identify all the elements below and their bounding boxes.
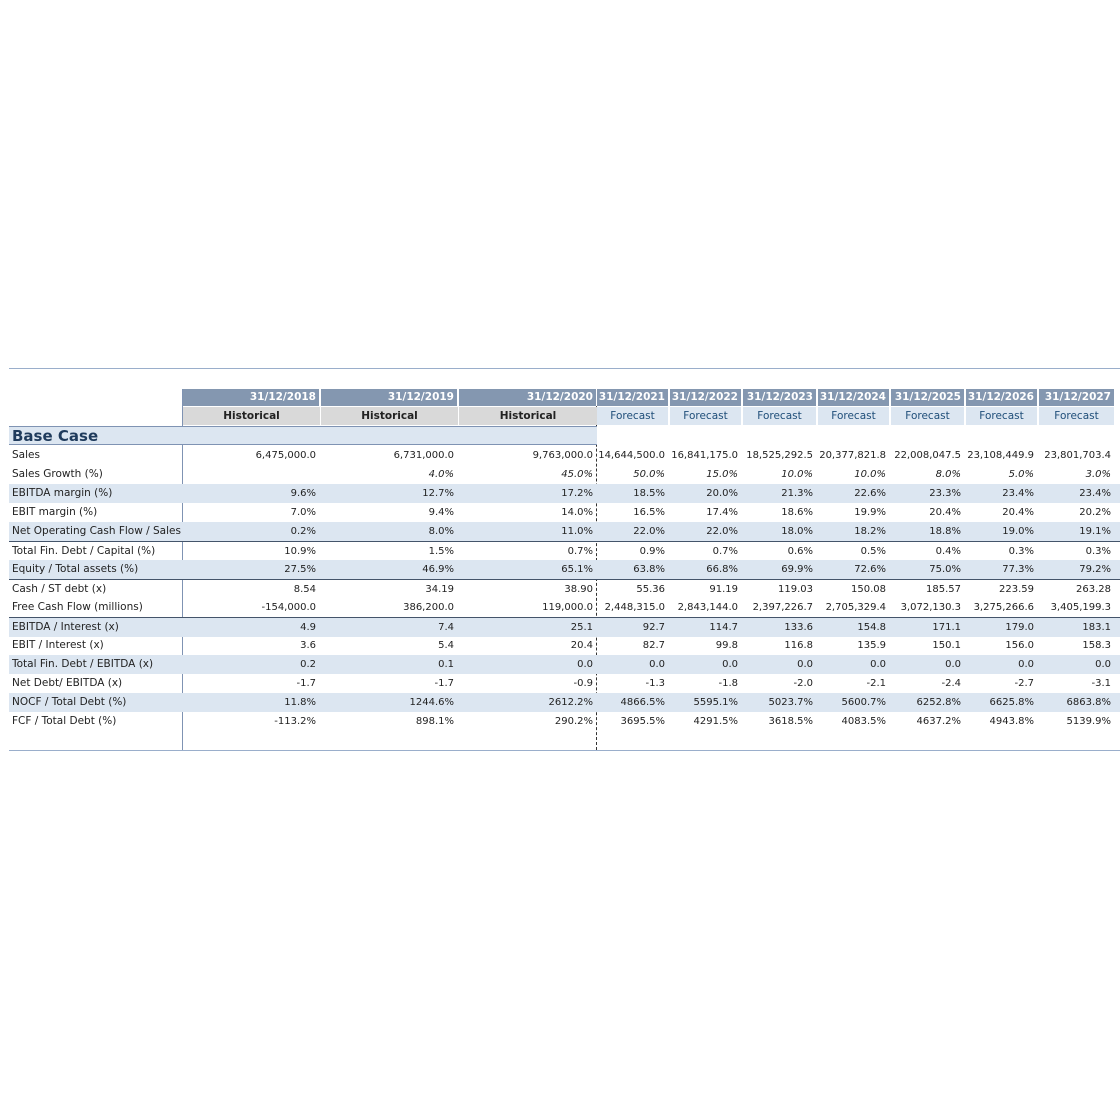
table-cell[interactable]: 23.4% — [1079, 488, 1111, 499]
table-cell[interactable]: 45.0% — [561, 469, 593, 480]
table-cell[interactable]: 4083.5% — [841, 716, 886, 727]
column-date-header[interactable]: 31/12/2021 — [597, 389, 669, 406]
table-cell[interactable]: 16,841,175.0 — [671, 450, 738, 461]
table-cell[interactable]: 12.7% — [422, 488, 454, 499]
table-cell[interactable]: -1.7 — [296, 678, 316, 689]
table-cell[interactable]: 150.1 — [932, 640, 961, 651]
table-cell[interactable]: 5139.9% — [1066, 716, 1111, 727]
table-cell[interactable]: -2.4 — [941, 678, 961, 689]
table-cell[interactable]: 2,397,226.7 — [752, 602, 813, 613]
table-cell[interactable]: 0.2% — [290, 526, 316, 537]
table-cell[interactable]: 10.0% — [781, 469, 813, 480]
column-type-header[interactable]: Forecast — [597, 407, 669, 425]
table-cell[interactable]: 20.0% — [706, 488, 738, 499]
table-cell[interactable]: -2.0 — [793, 678, 813, 689]
table-cell[interactable]: 4291.5% — [693, 716, 738, 727]
table-cell[interactable]: 135.9 — [857, 640, 886, 651]
table-cell[interactable]: 5.4 — [438, 640, 454, 651]
table-cell[interactable]: 77.3% — [1002, 564, 1034, 575]
table-cell[interactable]: 223.59 — [999, 584, 1034, 595]
table-cell[interactable]: 0.0 — [649, 659, 665, 670]
table-bottom-rule — [9, 750, 1120, 751]
table-cell[interactable]: 3.0% — [1085, 469, 1111, 480]
table-cell[interactable]: 92.7 — [642, 622, 665, 633]
table-cell[interactable]: 5023.7% — [768, 697, 813, 708]
table-cell[interactable]: 154.8 — [857, 622, 886, 633]
table-cell[interactable]: 10.9% — [284, 546, 316, 557]
table-cell[interactable]: 23,801,703.4 — [1044, 450, 1111, 461]
table-cell[interactable]: 20.4 — [570, 640, 593, 651]
table-cell[interactable]: 0.7% — [567, 546, 593, 557]
table-cell[interactable]: 25.1 — [570, 622, 593, 633]
table-cell[interactable]: 0.6% — [787, 546, 813, 557]
table-cell[interactable]: -154,000.0 — [261, 602, 316, 613]
column-date-header[interactable]: 31/12/2024 — [818, 389, 890, 406]
table-cell[interactable]: 20.2% — [1079, 507, 1111, 518]
row-label[interactable]: Cash / ST debt (x) — [12, 583, 107, 595]
row-label[interactable]: Free Cash Flow (millions) — [12, 601, 143, 613]
table-cell[interactable]: 3695.5% — [620, 716, 665, 727]
table-cell[interactable]: 20,377,821.8 — [819, 450, 886, 461]
table-row — [9, 465, 1120, 484]
table-cell[interactable]: 9,763,000.0 — [532, 450, 593, 461]
row-label[interactable]: EBIT / Interest (x) — [12, 639, 104, 651]
table-cell[interactable]: 9.6% — [290, 488, 316, 499]
column-date-header[interactable]: 31/12/2026 — [966, 389, 1038, 406]
table-cell[interactable]: 6,731,000.0 — [393, 450, 454, 461]
table-cell[interactable]: 2612.2% — [548, 697, 593, 708]
table-row — [9, 522, 1120, 541]
column-type-header[interactable]: Historical — [459, 407, 597, 425]
table-cell[interactable]: 5600.7% — [841, 697, 886, 708]
table-cell[interactable]: 18.5% — [633, 488, 665, 499]
table-row — [9, 712, 1120, 731]
table-cell[interactable]: 69.9% — [781, 564, 813, 575]
column-date-header[interactable]: 31/12/2020 — [459, 389, 597, 406]
table-cell[interactable]: 3,072,130.3 — [900, 602, 961, 613]
table-cell[interactable]: 99.8 — [715, 640, 738, 651]
table-row — [9, 636, 1120, 655]
table-cell[interactable]: 7.4 — [438, 622, 454, 633]
table-cell[interactable]: 2,448,315.0 — [604, 602, 665, 613]
table-cell[interactable]: 0.2 — [300, 659, 316, 670]
table-cell[interactable]: 2,843,144.0 — [677, 602, 738, 613]
table-cell[interactable]: 82.7 — [642, 640, 665, 651]
table-cell[interactable]: 18.0% — [781, 526, 813, 537]
table-cell[interactable]: 0.4% — [935, 546, 961, 557]
table-cell[interactable]: 14.0% — [561, 507, 593, 518]
table-cell[interactable]: 23.4% — [1002, 488, 1034, 499]
table-cell[interactable]: 11.0% — [561, 526, 593, 537]
table-cell[interactable]: 8.0% — [935, 469, 961, 480]
table-cell[interactable]: 0.0 — [870, 659, 886, 670]
table-row — [9, 560, 1120, 579]
table-cell[interactable]: 4637.2% — [916, 716, 961, 727]
row-label[interactable]: Sales — [12, 449, 40, 461]
table-cell[interactable]: 18.8% — [929, 526, 961, 537]
table-cell[interactable]: 3.6 — [300, 640, 316, 651]
table-cell[interactable]: 34.19 — [425, 584, 454, 595]
table-cell[interactable]: 898.1% — [415, 716, 454, 727]
table-cell[interactable]: 185.57 — [926, 584, 961, 595]
column-date-header[interactable]: 31/12/2019 — [321, 389, 458, 406]
table-cell[interactable]: 9.4% — [428, 507, 454, 518]
column-date-header[interactable]: 31/12/2018 — [183, 389, 320, 406]
table-cell[interactable]: 4.9 — [300, 622, 316, 633]
table-cell[interactable]: 46.9% — [422, 564, 454, 575]
table-cell[interactable]: 22.6% — [854, 488, 886, 499]
table-cell[interactable]: 119.03 — [778, 584, 813, 595]
table-cell[interactable]: 114.7 — [709, 622, 738, 633]
table-cell[interactable]: 6,475,000.0 — [255, 450, 316, 461]
table-cell[interactable]: 21.3% — [781, 488, 813, 499]
row-label[interactable]: Total Fin. Debt / EBITDA (x) — [12, 658, 154, 670]
table-cell[interactable]: 91.19 — [709, 584, 738, 595]
table-cell[interactable]: 79.2% — [1079, 564, 1111, 575]
table-cell[interactable]: 4.0% — [428, 469, 454, 480]
row-label[interactable]: Total Fin. Debt / Capital (%) — [12, 545, 156, 557]
table-cell[interactable]: 23,108,449.9 — [967, 450, 1034, 461]
row-label[interactable]: EBITDA / Interest (x) — [12, 621, 119, 633]
table-row — [9, 446, 1120, 465]
column-type-header[interactable]: Forecast — [966, 407, 1038, 425]
table-cell[interactable]: 0.5% — [860, 546, 886, 557]
table-cell[interactable]: 0.0 — [945, 659, 961, 670]
table-cell[interactable]: 10.0% — [854, 469, 886, 480]
table-cell[interactable]: 0.1 — [438, 659, 454, 670]
table-cell[interactable]: 14,644,500.0 — [598, 450, 665, 461]
column-date-header[interactable]: 31/12/2023 — [743, 389, 817, 406]
table-cell[interactable]: 15.0% — [706, 469, 738, 480]
table-cell[interactable]: 22.0% — [706, 526, 738, 537]
table-cell[interactable]: 8.54 — [293, 584, 316, 595]
row-label[interactable]: Equity / Total assets (%) — [12, 563, 139, 575]
table-cell[interactable]: 3,405,199.3 — [1050, 602, 1111, 613]
section-title: Base Case — [9, 426, 597, 445]
table-cell[interactable]: 20.4% — [1002, 507, 1034, 518]
table-cell[interactable]: 17.4% — [706, 507, 738, 518]
table-cell[interactable]: 22,008,047.5 — [894, 450, 961, 461]
table-cell[interactable]: 0.0 — [1018, 659, 1034, 670]
table-cell[interactable]: -2.7 — [1014, 678, 1034, 689]
row-label[interactable]: Net Operating Cash Flow / Sales — [12, 525, 181, 537]
table-cell[interactable]: -2.1 — [866, 678, 886, 689]
table-cell[interactable]: 4943.8% — [989, 716, 1034, 727]
table-cell[interactable]: 4866.5% — [620, 697, 665, 708]
row-label[interactable]: EBIT margin (%) — [12, 506, 98, 518]
row-label[interactable]: Net Debt/ EBITDA (x) — [12, 677, 123, 689]
table-cell[interactable]: 6625.8% — [989, 697, 1034, 708]
table-cell[interactable]: 18,525,292.5 — [746, 450, 813, 461]
table-row — [9, 693, 1120, 712]
table-cell[interactable]: 179.0 — [1005, 622, 1034, 633]
column-date-header[interactable]: 31/12/2027 — [1039, 389, 1115, 406]
table-cell[interactable]: 27.5% — [284, 564, 316, 575]
table-cell[interactable]: 0.0 — [797, 659, 813, 670]
table-row — [9, 617, 1120, 637]
table-cell[interactable]: 3,275,266.6 — [973, 602, 1034, 613]
table-cell[interactable]: -1.7 — [434, 678, 454, 689]
table-cell[interactable]: 0.3% — [1008, 546, 1034, 557]
row-label[interactable]: FCF / Total Debt (%) — [12, 715, 117, 727]
table-cell[interactable]: 38.90 — [564, 584, 593, 595]
table-row — [9, 579, 1120, 599]
table-cell[interactable]: 0.0 — [1095, 659, 1111, 670]
table-cell[interactable]: 6863.8% — [1066, 697, 1111, 708]
table-cell[interactable]: 0.3% — [1085, 546, 1111, 557]
table-cell[interactable]: 0.0 — [577, 659, 593, 670]
column-date-header[interactable]: 31/12/2025 — [891, 389, 965, 406]
table-cell[interactable]: 65.1% — [561, 564, 593, 575]
table-cell[interactable]: 8.0% — [428, 526, 454, 537]
table-cell[interactable]: 0.9% — [639, 546, 665, 557]
column-type-header[interactable]: Forecast — [670, 407, 742, 425]
table-cell[interactable]: 2,705,329.4 — [825, 602, 886, 613]
table-cell[interactable]: 66.8% — [706, 564, 738, 575]
table-cell[interactable]: 19.1% — [1079, 526, 1111, 537]
table-cell[interactable]: 150.08 — [851, 584, 886, 595]
table-cell[interactable]: -0.9 — [573, 678, 593, 689]
table-row — [9, 503, 1120, 522]
table-row — [9, 655, 1120, 674]
table-cell[interactable]: 263.28 — [1076, 584, 1111, 595]
table-cell[interactable]: 290.2% — [554, 716, 593, 727]
table-cell[interactable]: 63.8% — [633, 564, 665, 575]
table-cell[interactable]: 7.0% — [290, 507, 316, 518]
table-cell[interactable]: -1.3 — [645, 678, 665, 689]
table-cell[interactable]: -3.1 — [1091, 678, 1111, 689]
table-cell[interactable]: 3618.5% — [768, 716, 813, 727]
table-row — [9, 541, 1120, 561]
table-cell[interactable]: 17.2% — [561, 488, 593, 499]
column-type-header[interactable]: Forecast — [891, 407, 965, 425]
table-cell[interactable]: 20.4% — [929, 507, 961, 518]
row-label[interactable]: Sales Growth (%) — [12, 468, 103, 480]
row-label[interactable]: EBITDA margin (%) — [12, 487, 113, 499]
table-cell[interactable]: 183.1 — [1082, 622, 1111, 633]
table-cell[interactable]: 23.3% — [929, 488, 961, 499]
table-cell[interactable]: 16.5% — [633, 507, 665, 518]
table-cell[interactable]: 119,000.0 — [542, 602, 593, 613]
column-type-header[interactable]: Forecast — [743, 407, 817, 425]
table-cell[interactable]: 158.3 — [1082, 640, 1111, 651]
table-top-rule — [9, 368, 1120, 369]
column-date-header[interactable]: 31/12/2022 — [670, 389, 742, 406]
row-label[interactable]: NOCF / Total Debt (%) — [12, 696, 127, 708]
table-cell[interactable]: 19.9% — [854, 507, 886, 518]
table-row — [9, 674, 1120, 693]
table-cell[interactable]: -113.2% — [274, 716, 316, 727]
column-type-header[interactable]: Historical — [183, 407, 320, 425]
table-cell[interactable]: 55.36 — [636, 584, 665, 595]
table-cell[interactable]: 72.6% — [854, 564, 886, 575]
table-cell[interactable]: 19.0% — [1002, 526, 1034, 537]
table-cell[interactable]: 18.2% — [854, 526, 886, 537]
column-type-header[interactable]: Forecast — [818, 407, 890, 425]
table-cell[interactable]: 1244.6% — [409, 697, 454, 708]
table-row — [9, 484, 1120, 503]
table-cell[interactable]: 0.7% — [712, 546, 738, 557]
table-row — [9, 598, 1120, 617]
table-cell[interactable]: 156.0 — [1005, 640, 1034, 651]
table-cell[interactable]: 6252.8% — [916, 697, 961, 708]
table-cell[interactable]: 11.8% — [284, 697, 316, 708]
table-cell[interactable]: 18.6% — [781, 507, 813, 518]
column-type-header[interactable]: Forecast — [1039, 407, 1115, 425]
table-cell[interactable]: 386,200.0 — [403, 602, 454, 613]
table-cell[interactable]: 0.0 — [722, 659, 738, 670]
table-cell[interactable]: -1.8 — [718, 678, 738, 689]
table-cell[interactable]: 22.0% — [633, 526, 665, 537]
table-cell[interactable]: 5.0% — [1008, 469, 1034, 480]
table-cell[interactable]: 5595.1% — [693, 697, 738, 708]
table-cell[interactable]: 133.6 — [784, 622, 813, 633]
column-type-header[interactable]: Historical — [321, 407, 458, 425]
table-cell[interactable]: 1.5% — [428, 546, 454, 557]
table-cell[interactable]: 50.0% — [633, 469, 665, 480]
table-cell[interactable]: 171.1 — [932, 622, 961, 633]
table-cell[interactable]: 116.8 — [784, 640, 813, 651]
table-cell[interactable]: 75.0% — [929, 564, 961, 575]
